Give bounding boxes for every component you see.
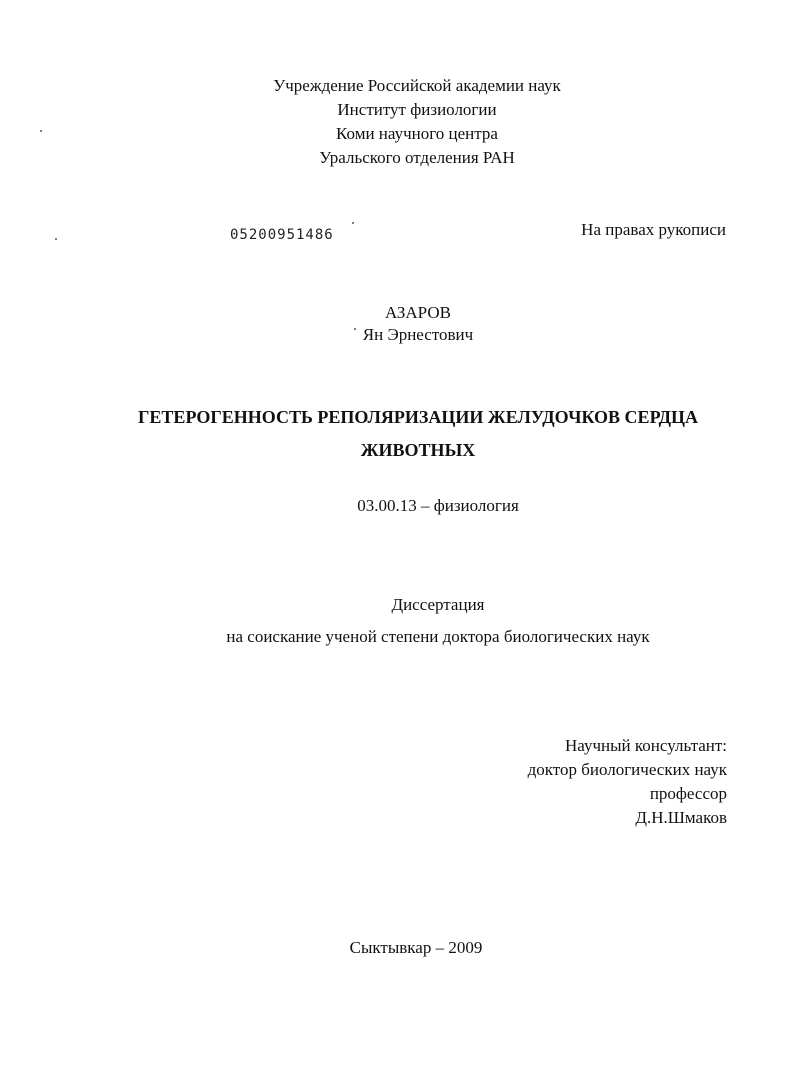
institution-line-2: Институт физиологии — [337, 100, 497, 119]
scan-speck — [55, 238, 57, 240]
scan-speck — [40, 130, 42, 132]
rights-note: На правах рукописи — [581, 220, 726, 239]
city-year: Сыктывкар – 2009 — [349, 938, 483, 957]
specialty-code: 03.00.13 – физиология — [357, 496, 519, 515]
dissertation-type-block — [0, 589, 791, 653]
consultant-label: Научный консультант: — [565, 736, 727, 755]
institution-line-3: Коми научного центра — [336, 124, 498, 143]
dissertation-title — [0, 401, 791, 467]
consultant-rank: профессор — [649, 784, 727, 803]
dissertation-purpose: на соискание ученой степени доктора биологических наук — [226, 627, 650, 646]
title-line-1: ГЕТЕРОГЕННОСТЬ РЕПОЛЯРИЗАЦИИ ЖЕЛУДОЧКОВ СЕРДЦА — [137, 407, 699, 427]
author-given-names: Ян Эрнестович — [362, 325, 474, 344]
document-number: 05200951486 — [230, 227, 334, 243]
author-block — [0, 302, 791, 346]
consultant-name: Д.Н.Шмаков — [635, 808, 727, 827]
institution-line-4: Уральского отделения РАН — [319, 148, 515, 167]
scan-speck — [352, 222, 354, 224]
consultant-block — [528, 734, 727, 830]
author-surname: АЗАРОВ — [385, 303, 451, 322]
consultant-degree: доктор биологических наук — [527, 760, 727, 779]
scan-speck — [354, 328, 356, 330]
dissertation-type: Диссертация — [391, 595, 485, 614]
institution-block — [0, 74, 791, 170]
title-line-2: ЖИВОТНЫХ — [360, 440, 476, 460]
institution-line-1: Учреждение Российской академии наук — [273, 76, 561, 95]
